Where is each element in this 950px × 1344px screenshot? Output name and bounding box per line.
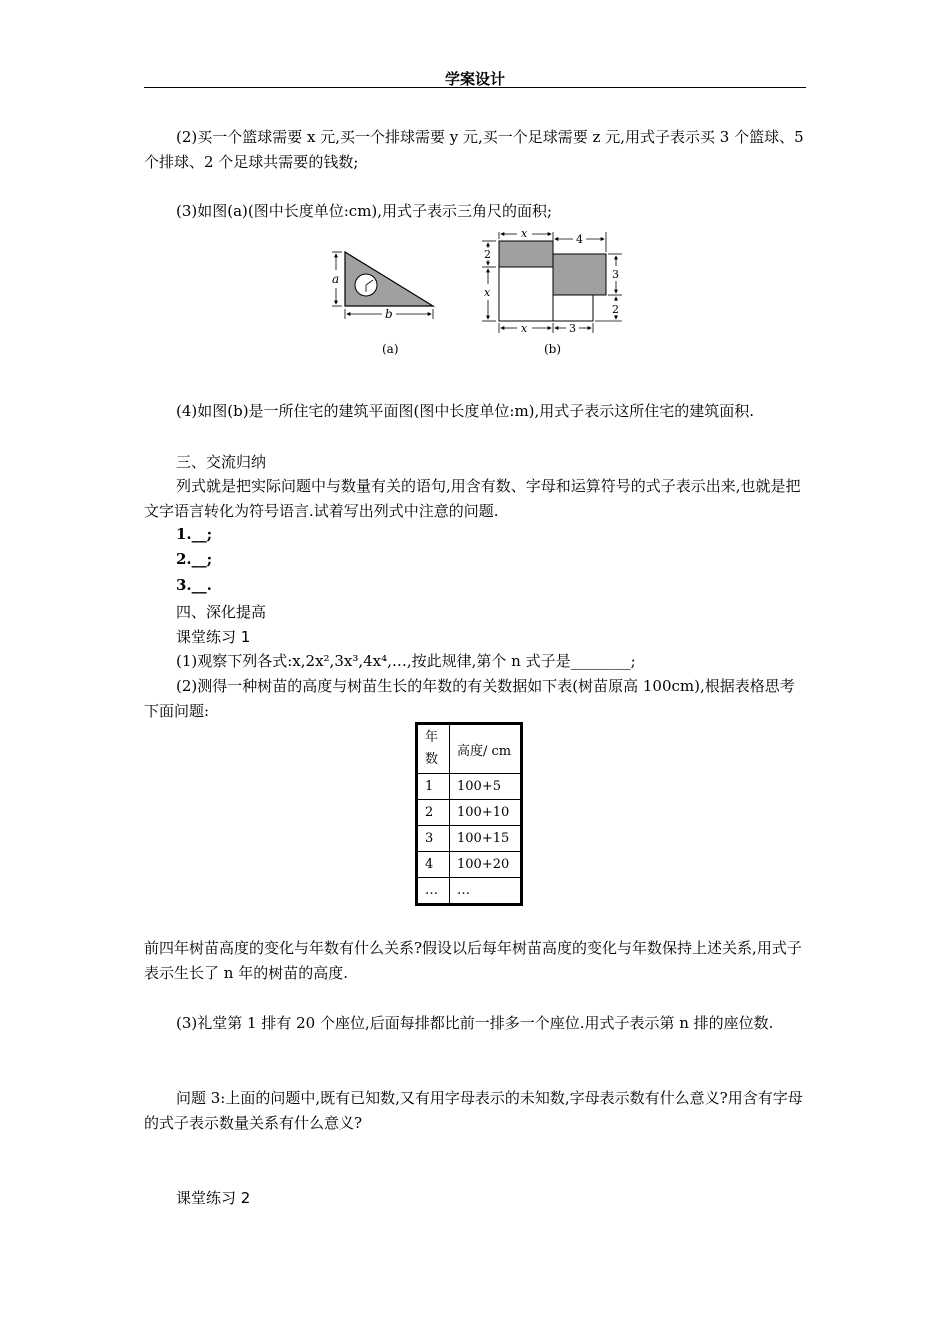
label-dim-x-bottom: x xyxy=(521,322,528,335)
table-row xyxy=(417,774,522,800)
geometry-figure xyxy=(318,222,628,362)
table-cell: 100+10 xyxy=(450,800,522,826)
exercise-1-item-1: (1)观察下列各式:x,2x²,3x³,4x⁴,…,按此规律,第个 n 式子是________; xyxy=(176,652,636,670)
section-3-title: 三、交流归纳 xyxy=(176,453,267,471)
label-dim-x-left: x xyxy=(484,286,491,299)
question-3: (3)如图(a)(图中长度单位:cm),用式子表示三角尺的面积; xyxy=(176,202,553,220)
table-cell: 3 xyxy=(417,826,450,852)
table-cell: 100+15 xyxy=(450,826,522,852)
label-dim-2-left: 2 xyxy=(484,248,491,261)
table-header-row xyxy=(417,724,522,774)
floor-plan-room-4 xyxy=(553,295,593,321)
table-cell: 4 xyxy=(417,852,450,878)
table-cell: 100+20 xyxy=(450,852,522,878)
table-row xyxy=(417,878,522,905)
table-row xyxy=(417,800,522,826)
floor-plan-room-1 xyxy=(499,241,553,267)
note-item-2: 2.__; xyxy=(176,550,213,568)
section-4-title: 四、深化提高 xyxy=(176,603,267,621)
figure-a-label: (a) xyxy=(382,342,399,356)
note-item-1: 1.__; xyxy=(176,525,213,543)
table-row xyxy=(417,852,522,878)
table-header-year: 年数 xyxy=(417,724,450,774)
exercise-1-item-2: (2)测得一种树苗的高度与树苗生长的年数的有关数据如下表(树苗原高 100cm),根据表格思考下面问题: xyxy=(144,677,795,720)
header-rule xyxy=(144,87,806,88)
exercise-1-title: 课堂练习 1 xyxy=(176,628,251,646)
table-cell: 100+5 xyxy=(450,774,522,800)
table-follow-up-question: 前四年树苗高度的变化与年数有什么关系?假设以后每年树苗高度的变化与年数保持上述关系,用式子表示生长了 n 年的树苗的高度. xyxy=(144,939,802,982)
problem-3: 问题 3:上面的问题中,既有已知数,又有用字母表示的未知数,字母表示数有什么意义?用含有字母的式子表示数量关系有什么意义? xyxy=(144,1089,803,1132)
label-dim-4-top: 4 xyxy=(576,233,583,246)
label-dim-2-right: 2 xyxy=(612,303,619,316)
floor-plan-room-3 xyxy=(553,254,606,295)
question-2: (2)买一个篮球需要 x 元,买一个排球需要 y 元,买一个足球需要 z 元,用式子表示买 3 个篮球、5 个排球、2 个足球共需要的钱数; xyxy=(144,128,804,171)
page-header-title: 学案设计 xyxy=(444,70,505,88)
table-cell: … xyxy=(417,878,450,905)
figure-b-label: (b) xyxy=(544,342,562,356)
table-row xyxy=(417,826,522,852)
table-cell: … xyxy=(450,878,522,905)
question-4: (4)如图(b)是一所住宅的建筑平面图(图中长度单位:m),用式子表示这所住宅的建筑面积. xyxy=(176,402,755,420)
label-b-side: b xyxy=(385,307,393,321)
label-dim-3-right: 3 xyxy=(612,268,619,281)
tree-height-table xyxy=(415,722,523,906)
section-3-body: 列式就是把实际问题中与数量有关的语句,用含有数、字母和运算符号的式子表示出来,也就是把文字语言转化为符号语言.试着写出列式中注意的问题. xyxy=(144,477,801,520)
table-cell: 2 xyxy=(417,800,450,826)
note-item-3: 3.__. xyxy=(176,576,212,594)
label-dim-x-top: x xyxy=(521,227,528,240)
table-cell: 1 xyxy=(417,774,450,800)
table-header-height: 高度/ cm xyxy=(450,724,522,774)
label-a-side: a xyxy=(332,272,340,286)
exercise-1-item-3: (3)礼堂第 1 排有 20 个座位,后面每排都比前一排多一个座位.用式子表示第 n 排的座位数. xyxy=(176,1014,774,1032)
exercise-2-title: 课堂练习 2 xyxy=(176,1189,251,1207)
label-dim-3-bottom: 3 xyxy=(569,322,576,335)
floor-plan-room-2 xyxy=(499,267,553,321)
